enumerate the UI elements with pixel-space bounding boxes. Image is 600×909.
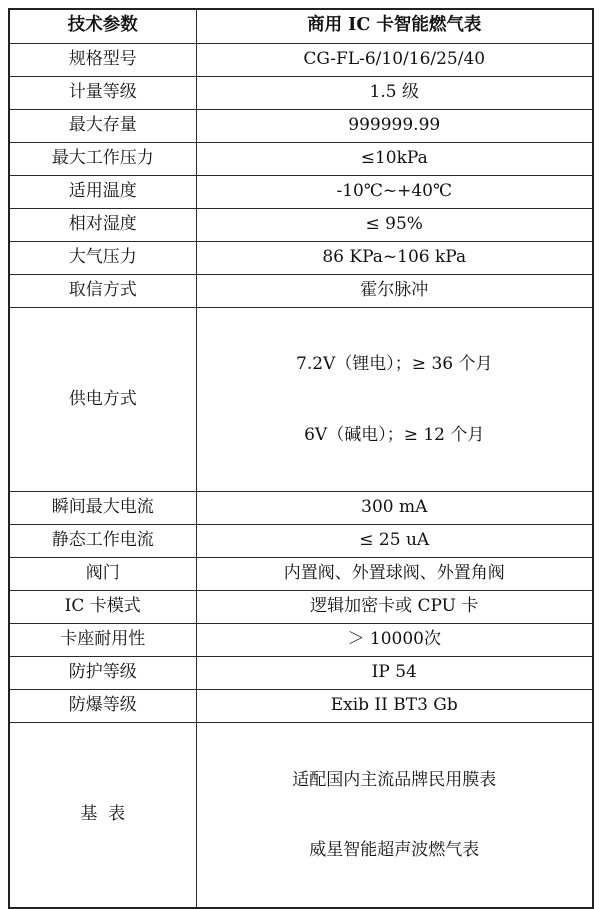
spec-value-line: 6V（碱电）；≥ 12 个月 xyxy=(304,424,485,445)
spec-label-cell: 计量等级 xyxy=(9,76,196,109)
spec-header-param: 技术参数 xyxy=(9,9,196,43)
spec-label-cell: 阀门 xyxy=(9,558,196,591)
spec-row-signal-method xyxy=(9,274,593,307)
spec-value-cell: 1.5 级 xyxy=(196,76,593,109)
spec-value-cell: Exib II BT3 Gb xyxy=(196,690,593,723)
spec-label-cell: 供电方式 xyxy=(9,307,196,492)
spec-value-line: 适配国内主流品牌民用膜表 xyxy=(292,769,497,790)
spec-value-cell: ＞ 10000次 xyxy=(196,624,593,657)
spec-label-cell: 静态工作电流 xyxy=(9,525,196,558)
spec-row-power-supply xyxy=(9,307,593,492)
spec-row-ic-card-mode xyxy=(9,591,593,624)
spec-row-protection-grade xyxy=(9,657,593,690)
spec-table xyxy=(8,8,594,909)
spec-value-cell: -10℃~+40℃ xyxy=(196,175,593,208)
spec-row-max-storage xyxy=(9,109,593,142)
spec-header-row xyxy=(9,9,593,43)
spec-label-cell: 最大工作压力 xyxy=(9,142,196,175)
spec-value-cell: 逻辑加密卡或 CPU 卡 xyxy=(196,591,593,624)
spec-row-max-current xyxy=(9,492,593,525)
spec-value-cell: CG-FL-6/10/16/25/40 xyxy=(196,43,593,76)
spec-label-cell: 瞬间最大电流 xyxy=(9,492,196,525)
spec-header-product: 商用 IC 卡智能燃气表 xyxy=(196,9,593,43)
spec-value-cell: ≤10kPa xyxy=(196,142,593,175)
spec-label-cell: 基 表 xyxy=(9,723,196,908)
spec-value-cell: 内置阀、外置球阀、外置角阀 xyxy=(196,558,593,591)
spec-label-cell: IC 卡模式 xyxy=(9,591,196,624)
spec-value-cell: 86 KPa~106 kPa xyxy=(196,241,593,274)
spec-row-model xyxy=(9,43,593,76)
spec-value-cell: ≤ 95% xyxy=(196,208,593,241)
spec-label-cell: 防爆等级 xyxy=(9,690,196,723)
spec-label-cell: 大气压力 xyxy=(9,241,196,274)
spec-row-atmospheric-pressure xyxy=(9,241,593,274)
spec-label-cell: 取信方式 xyxy=(9,274,196,307)
spec-label-cell: 最大存量 xyxy=(9,109,196,142)
spec-label-cell: 规格型号 xyxy=(9,43,196,76)
spec-value-line: 威星智能超声波燃气表 xyxy=(309,840,480,860)
spec-label-cell: 相对湿度 xyxy=(9,208,196,241)
spec-value-line: 7.2V（锂电）；≥ 36 个月 xyxy=(296,354,493,374)
spec-row-explosionproof-grade xyxy=(9,690,593,723)
spec-row-metering-grade xyxy=(9,76,593,109)
spec-value-cell: 霍尔脉冲 xyxy=(196,274,593,307)
spec-row-card-slot-durability xyxy=(9,624,593,657)
spec-row-valve xyxy=(9,558,593,591)
spec-row-temperature xyxy=(9,175,593,208)
spec-label-cell: 防护等级 xyxy=(9,657,196,690)
spec-value-cell xyxy=(196,723,593,908)
spec-label-cell: 卡座耐用性 xyxy=(9,624,196,657)
spec-value-cell: IP 54 xyxy=(196,657,593,690)
spec-row-humidity xyxy=(9,208,593,241)
spec-value-cell: 999999.99 xyxy=(196,109,593,142)
spec-row-max-pressure xyxy=(9,142,593,175)
spec-value-cell: 300 mA xyxy=(196,492,593,525)
spec-value-cell: ≤ 25 uA xyxy=(196,525,593,558)
spec-label-cell: 适用温度 xyxy=(9,175,196,208)
spec-row-static-current xyxy=(9,525,593,558)
spec-value-cell xyxy=(196,307,593,492)
spec-row-base-meter xyxy=(9,723,593,908)
